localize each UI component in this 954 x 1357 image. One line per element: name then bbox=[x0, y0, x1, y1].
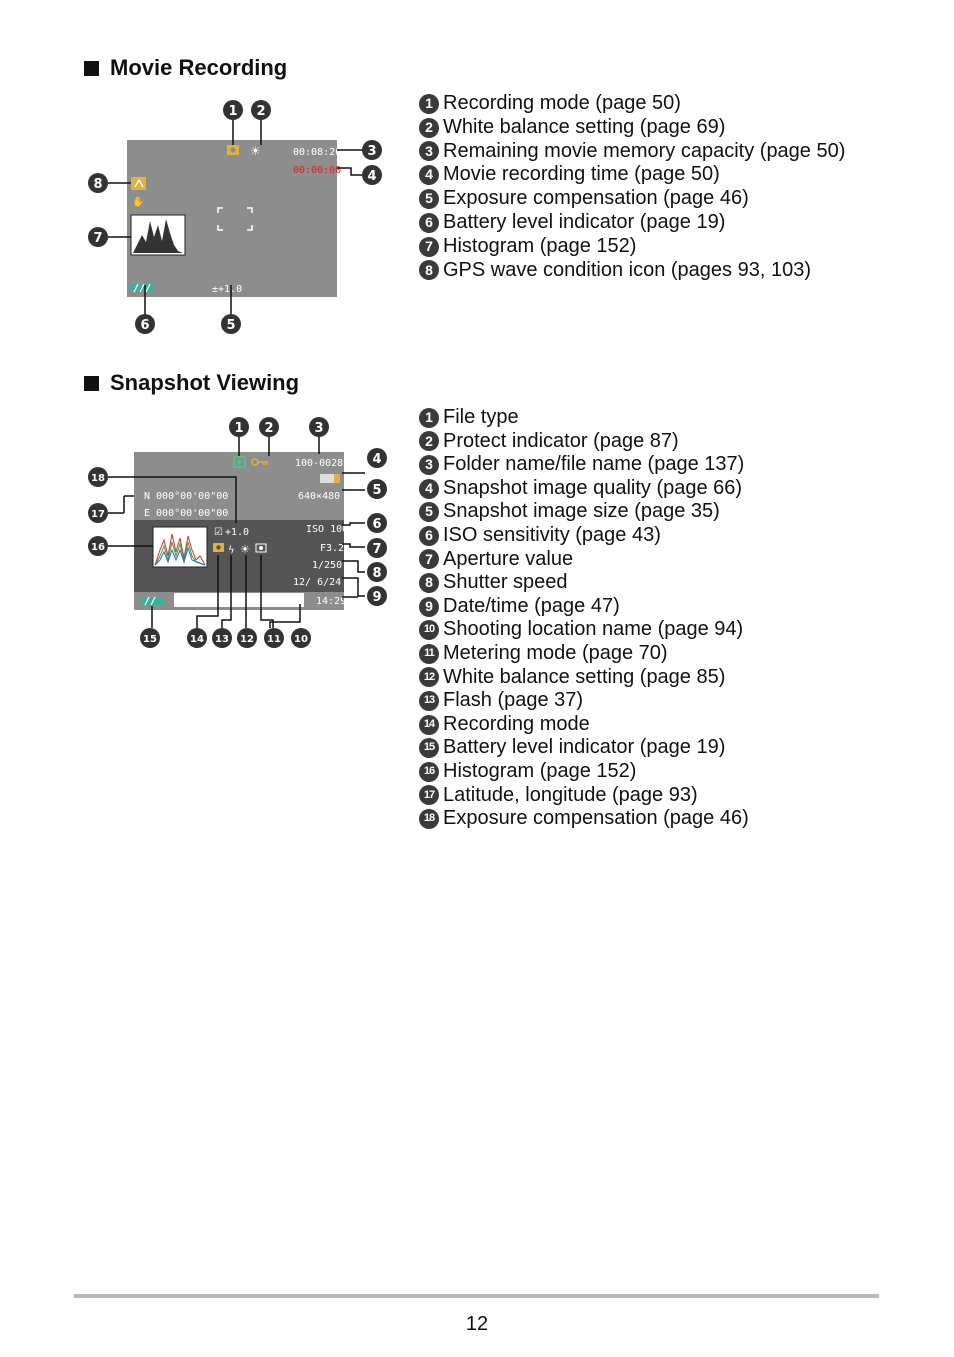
legend-number-badge: 5 bbox=[419, 189, 439, 209]
svg-text:6: 6 bbox=[140, 318, 150, 333]
date-value: 12/ 6/24 bbox=[293, 577, 342, 588]
legend-item bbox=[419, 163, 845, 187]
legend-number-badge: 6 bbox=[419, 526, 439, 546]
movie-recording-time: 00:00:00 bbox=[293, 165, 342, 176]
svg-text:4: 4 bbox=[367, 169, 377, 184]
movie-title-text: Movie Recording bbox=[110, 55, 288, 80]
legend-number-badge: 16 bbox=[419, 762, 439, 782]
svg-text:6: 6 bbox=[372, 517, 382, 532]
location-name-bar bbox=[174, 593, 304, 607]
legend-number-badge: 1 bbox=[419, 408, 439, 428]
svg-text:3: 3 bbox=[314, 421, 324, 436]
legend-number-badge: 8 bbox=[419, 260, 439, 280]
legend-text: Remaining movie memory capacity (page 50) bbox=[443, 139, 846, 162]
legend-text: File type bbox=[443, 406, 519, 428]
legend-number-badge: 2 bbox=[419, 431, 439, 451]
svg-text:18: 18 bbox=[91, 473, 105, 484]
svg-text:1: 1 bbox=[228, 104, 238, 119]
longitude-value: E 000°00'00"00 bbox=[144, 508, 229, 519]
legend-text: Histogram (page 152) bbox=[443, 759, 637, 782]
latitude-value: N 000°00'00"00 bbox=[144, 491, 229, 502]
legend-item bbox=[419, 116, 845, 140]
legend-text: Metering mode (page 70) bbox=[443, 641, 668, 664]
legend-text: Battery level indicator (page 19) bbox=[443, 210, 726, 233]
legend-item bbox=[419, 689, 749, 713]
legend-item bbox=[419, 500, 749, 524]
legend-text: Latitude, longitude (page 93) bbox=[443, 783, 698, 806]
legend-text: Battery level indicator (page 19) bbox=[443, 736, 726, 759]
legend-text: Exposure compensation (page 46) bbox=[443, 187, 749, 210]
legend-item bbox=[419, 235, 845, 259]
legend-number-badge: 4 bbox=[419, 479, 439, 499]
square-bullet-icon bbox=[84, 61, 99, 76]
legend-text: Shooting location name (page 94) bbox=[443, 618, 744, 641]
svg-text:5: 5 bbox=[226, 318, 236, 333]
legend-text: Date/time (page 47) bbox=[443, 594, 620, 617]
legend-text: Recording mode (page 50) bbox=[443, 92, 681, 114]
legend-text: Movie recording time (page 50) bbox=[443, 163, 720, 186]
legend-item bbox=[419, 187, 845, 211]
iso-value: ISO 100 bbox=[306, 524, 349, 535]
legend-text: Protect indicator (page 87) bbox=[443, 429, 679, 452]
svg-text:2: 2 bbox=[256, 104, 266, 119]
legend-text: Aperture value bbox=[443, 547, 574, 570]
square-bullet-icon bbox=[84, 376, 99, 391]
svg-text:10: 10 bbox=[294, 634, 308, 645]
svg-text:3: 3 bbox=[367, 144, 377, 159]
svg-text:2: 2 bbox=[264, 421, 274, 436]
svg-text:13: 13 bbox=[215, 634, 229, 645]
legend-text: GPS wave condition icon (pages 93, 103) bbox=[443, 258, 811, 281]
legend-text: White balance setting (page 69) bbox=[443, 115, 726, 138]
legend-item bbox=[419, 807, 749, 831]
movie-ev-value: ±+1.0 bbox=[212, 284, 243, 295]
svg-text:8: 8 bbox=[93, 177, 103, 192]
anti-shake-icon: ✋ bbox=[132, 197, 145, 208]
legend-item bbox=[419, 259, 845, 283]
movie-recording-diagram bbox=[80, 95, 400, 345]
svg-text:12: 12 bbox=[240, 634, 254, 645]
snapshot-legend-list bbox=[419, 406, 749, 831]
legend-item bbox=[419, 760, 749, 784]
legend-item bbox=[419, 92, 845, 116]
svg-text:8: 8 bbox=[372, 566, 382, 581]
aperture-value: F3.2 bbox=[320, 543, 345, 554]
legend-item bbox=[419, 548, 749, 572]
legend-number-badge: 5 bbox=[419, 502, 439, 522]
legend-text: ISO sensitivity (page 43) bbox=[443, 523, 661, 546]
legend-item bbox=[419, 571, 749, 595]
shutter-speed-value: 1/250 bbox=[312, 560, 343, 571]
legend-number-badge: 8 bbox=[419, 573, 439, 593]
svg-text:4: 4 bbox=[372, 452, 382, 467]
svg-text:17: 17 bbox=[91, 509, 105, 520]
legend-item bbox=[419, 736, 749, 760]
page-number: 12 bbox=[465, 1313, 489, 1335]
snapshot-section-title bbox=[84, 370, 299, 396]
legend-item bbox=[419, 642, 749, 666]
white-balance-sun-icon: ☀ bbox=[240, 543, 250, 556]
legend-number-badge: 13 bbox=[419, 691, 439, 711]
legend-item bbox=[419, 595, 749, 619]
legend-number-badge: 15 bbox=[419, 738, 439, 758]
white-balance-icon: ☀ bbox=[250, 144, 261, 158]
legend-text: Folder name/file name (page 137) bbox=[443, 453, 745, 476]
svg-text:14: 14 bbox=[190, 634, 204, 645]
time-value: 14:29 bbox=[316, 596, 347, 607]
footer-rule bbox=[74, 1294, 879, 1298]
legend-number-badge: 18 bbox=[419, 809, 439, 829]
legend-item bbox=[419, 453, 749, 477]
legend-number-badge: 6 bbox=[419, 213, 439, 233]
snapshot-viewing-diagram bbox=[80, 410, 400, 660]
legend-text: Recording mode bbox=[443, 712, 590, 735]
snapshot-ev-value: +1.0 bbox=[225, 527, 250, 538]
legend-number-badge: 1 bbox=[419, 94, 439, 114]
legend-number-badge: 4 bbox=[419, 165, 439, 185]
legend-item bbox=[419, 666, 749, 690]
ev-icon: ☑ bbox=[214, 527, 223, 538]
svg-text:9: 9 bbox=[372, 590, 382, 605]
legend-number-badge: 3 bbox=[419, 455, 439, 475]
legend-text: Exposure compensation (page 46) bbox=[443, 807, 749, 830]
legend-number-badge: 2 bbox=[419, 118, 439, 138]
legend-number-badge: 11 bbox=[419, 644, 439, 664]
legend-text: Histogram (page 152) bbox=[443, 234, 637, 257]
legend-number-badge: 3 bbox=[419, 141, 439, 161]
svg-text:7: 7 bbox=[372, 542, 382, 557]
svg-text:1: 1 bbox=[234, 421, 244, 436]
svg-text:11: 11 bbox=[267, 634, 281, 645]
svg-text:5: 5 bbox=[372, 483, 382, 498]
legend-item bbox=[419, 430, 749, 454]
gps-wave-icon bbox=[131, 177, 146, 190]
flash-icon: ϟ bbox=[228, 545, 235, 556]
svg-text:15: 15 bbox=[143, 634, 157, 645]
legend-item bbox=[419, 140, 845, 164]
legend-text: Shutter speed bbox=[443, 571, 568, 594]
svg-text:7: 7 bbox=[93, 231, 103, 246]
legend-number-badge: 7 bbox=[419, 237, 439, 257]
legend-item bbox=[419, 713, 749, 737]
legend-item bbox=[419, 784, 749, 808]
legend-item bbox=[419, 618, 749, 642]
legend-item bbox=[419, 477, 749, 501]
movie-legend-list bbox=[419, 92, 845, 282]
legend-item bbox=[419, 211, 845, 235]
legend-item bbox=[419, 406, 749, 430]
legend-item bbox=[419, 524, 749, 548]
snapshot-image-size: 640×480 bbox=[298, 491, 341, 502]
legend-number-badge: 10 bbox=[419, 620, 439, 640]
legend-number-badge: 9 bbox=[419, 597, 439, 617]
image-quality-icon bbox=[320, 474, 334, 483]
movie-section-title bbox=[84, 55, 287, 81]
legend-text: Snapshot image quality (page 66) bbox=[443, 476, 743, 499]
legend-number-badge: 14 bbox=[419, 715, 439, 735]
movie-remaining-time: 00:08:20 bbox=[293, 147, 342, 158]
svg-text:16: 16 bbox=[91, 542, 105, 553]
legend-text: Snapshot image size (page 35) bbox=[443, 500, 720, 523]
snapshot-title-text: Snapshot Viewing bbox=[110, 370, 300, 395]
legend-number-badge: 17 bbox=[419, 785, 439, 805]
snapshot-file-name: 100-0028 bbox=[295, 458, 344, 469]
legend-text: Flash (page 37) bbox=[443, 689, 584, 712]
legend-number-badge: 7 bbox=[419, 549, 439, 569]
legend-text: White balance setting (page 85) bbox=[443, 665, 726, 688]
legend-number-badge: 12 bbox=[419, 667, 439, 687]
